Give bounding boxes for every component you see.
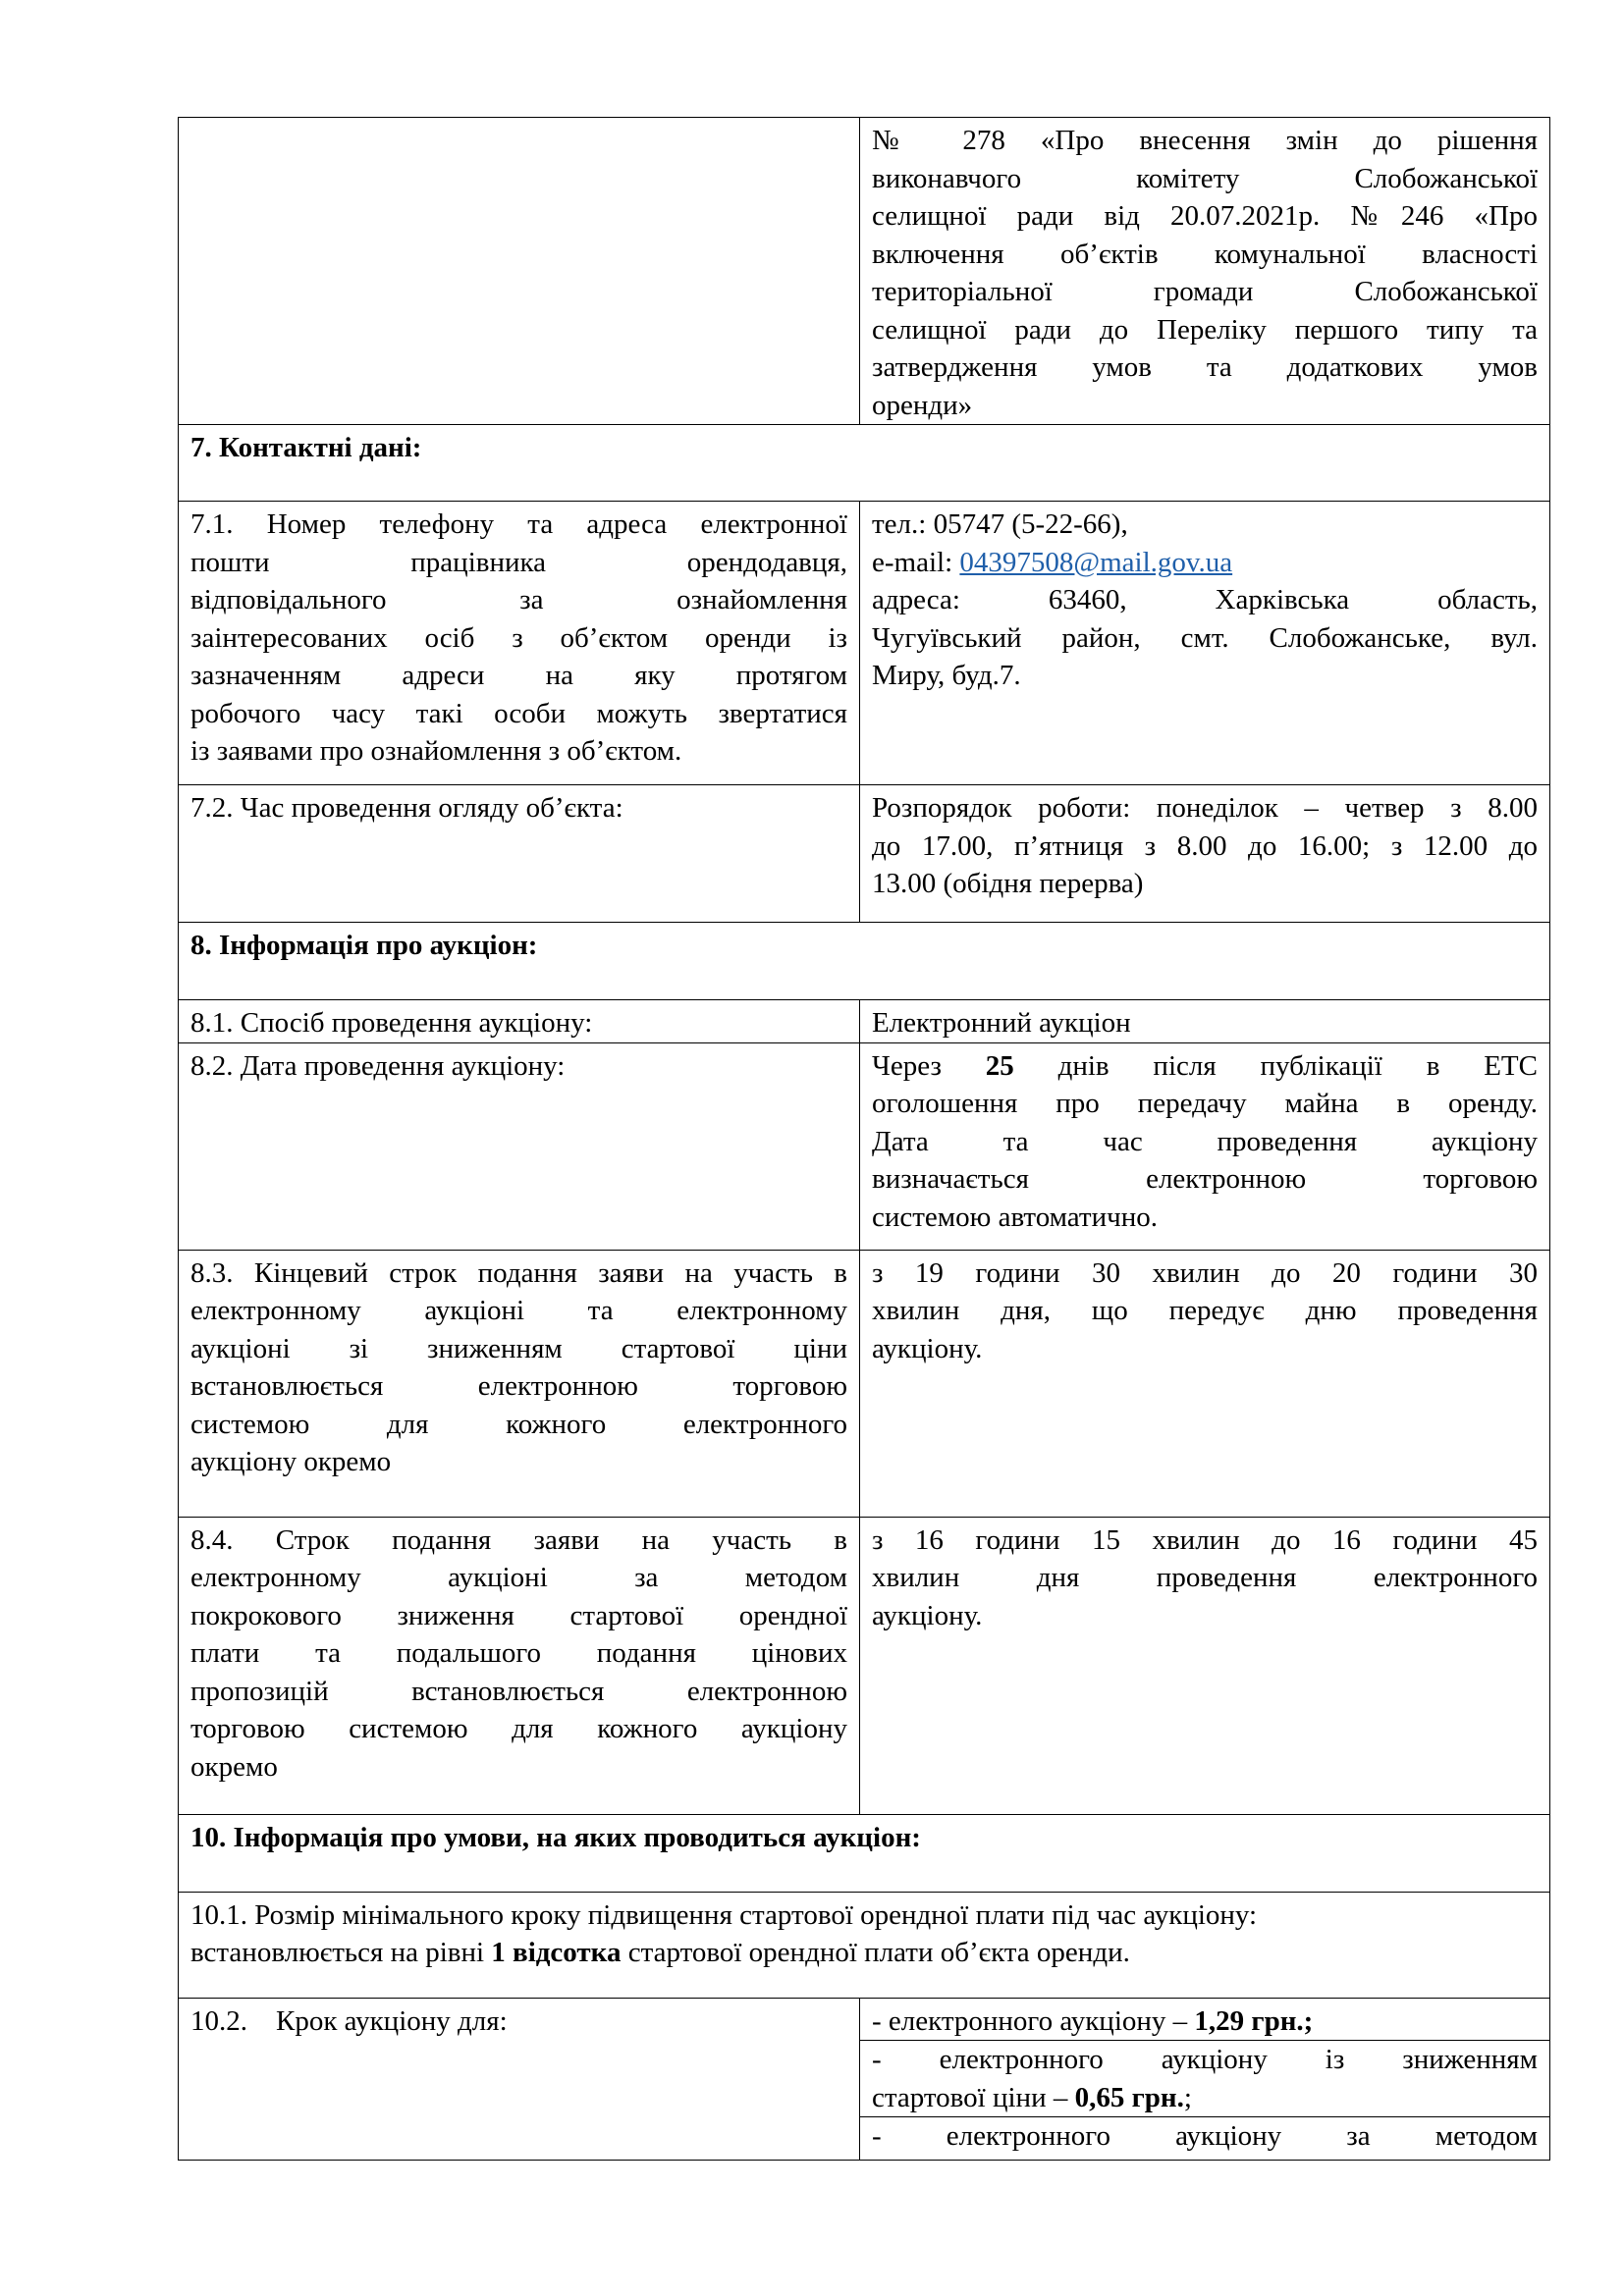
text-line: відповідального за ознайомлення	[190, 584, 847, 615]
text-line: затвердження умов та додаткових умов	[872, 351, 1538, 383]
stepwise-deadline-value-cell	[860, 1517, 1550, 1814]
text-line: Дата та час проведення аукціону	[872, 1125, 1538, 1157]
table-row	[179, 1000, 1550, 1043]
phone-text: тел.: 05747 (5-22-66),	[872, 508, 1128, 540]
step-line-electronic	[860, 1999, 1549, 2042]
viewing-time-label-cell: 7.2. Час проведення огляду об’єкта:	[179, 785, 860, 923]
text-line: 10.1. Розмір мінімального кроку підвищення стартової орендної плати під час аукціону:	[190, 1898, 1258, 1931]
deadline-value-cell	[860, 1250, 1550, 1517]
text-line: включення об’єктів комунальної власності	[872, 238, 1538, 270]
auction-method-label-cell: 8.1. Спосіб проведення аукціону:	[179, 1000, 860, 1043]
section-header-row	[179, 923, 1550, 1000]
text-line: пропозицій встановлюється електронною	[190, 1675, 847, 1707]
auction-date-value-cell	[860, 1042, 1550, 1250]
text-line: № 278 «Про внесення змін до рішення	[872, 125, 1538, 156]
text-line: системою для кожного електронного	[190, 1408, 847, 1440]
text-line: торговою системою для кожного аукціону	[190, 1713, 847, 1744]
auction-step-label-cell: 10.2. Крок аукціону для:	[179, 1998, 860, 2160]
text-line: аукціоні зі зниженням стартової ціни	[190, 1332, 847, 1364]
step-value-electronic: 1,29 грн.;	[1194, 2004, 1314, 2037]
text-line: - електронного аукціону за методом	[872, 2120, 1538, 2152]
min-step-value: 1 відсотка	[491, 1937, 622, 1968]
step-value-reduced: 0,65 грн.	[1074, 2081, 1184, 2113]
step-line-reduced	[860, 2041, 1549, 2117]
text-fragment: днів після публікації в ЕТС	[1013, 1049, 1538, 1082]
text-line: селищної ради до Переліку першого типу та	[872, 313, 1538, 346]
table-row	[179, 1892, 1550, 1998]
email-link[interactable]: 04397508@mail.gov.ua	[959, 546, 1233, 578]
text-line	[190, 1934, 1538, 1972]
text-line: аукціону.	[872, 1332, 983, 1364]
email-line	[872, 544, 1538, 582]
empty-cell	[179, 118, 860, 425]
table-row	[179, 1250, 1550, 1517]
text-line: з 19 години 30 хвилин до 20 години 30	[872, 1256, 1538, 1289]
text-line: з 16 години 15 хвилин до 16 години 45	[872, 1523, 1538, 1556]
text-fragment: - електронного аукціону –	[872, 2004, 1195, 2037]
text-line: окремо	[190, 1750, 278, 1783]
section-header-row	[179, 425, 1550, 502]
section-header-row	[179, 1814, 1550, 1892]
text-line: заінтересованих осіб з об’єктом оренди із	[190, 621, 847, 654]
text-line: аукціону.	[872, 1599, 983, 1631]
table-row	[179, 785, 1550, 923]
auction-step-value-cell	[860, 1998, 1550, 2160]
contact-value-cell	[860, 502, 1550, 785]
text-fragment: ;	[1183, 2081, 1192, 2113]
text-line	[872, 2079, 1538, 2117]
min-step-cell	[179, 1892, 1550, 1998]
table-row	[179, 118, 1550, 425]
decision-reference-cell	[860, 118, 1550, 425]
text-line: територіальної громади Слобожанської	[872, 276, 1538, 307]
text-line: із заявами про ознайомлення з об’єктом.	[190, 735, 682, 767]
text-line: хвилин дня, що передує дню проведення	[872, 1295, 1538, 1326]
text-line: визначається електронною торговою	[872, 1163, 1538, 1195]
text-line	[872, 1047, 1538, 1086]
deadline-label-cell	[179, 1250, 860, 1517]
text-fragment: встановлюється на рівні	[190, 1937, 492, 1968]
text-line: оголошення про передачу майна в оренду.	[872, 1088, 1538, 1119]
section-8-header: 8. Інформація про аукціон:	[179, 923, 1550, 1000]
text-line: селищної ради від 20.07.2021р. №246 «Про	[872, 200, 1538, 232]
auction-conditions-table	[178, 117, 1550, 2161]
text-line: робочого часу такі особи можуть звертатися	[190, 697, 847, 729]
text-fragment: Через	[872, 1049, 986, 1082]
table-row	[179, 1517, 1550, 1814]
text-line: оренди»	[872, 389, 973, 421]
days-count: 25	[985, 1049, 1014, 1082]
text-line: Розпорядок роботи: понеділок – четвер з 8.00	[872, 792, 1538, 824]
text-line: виконавчого комітету Слобожанської	[872, 162, 1538, 194]
text-fragment: стартової ціни –	[872, 2081, 1075, 2113]
text-line: пошти працівника орендодавця,	[190, 546, 847, 578]
text-line: 7.1. Номер телефону та адреса електронної	[190, 508, 847, 540]
table-row	[179, 502, 1550, 785]
text-line: покрокового зниження стартової орендної	[190, 1599, 847, 1631]
text-line: Чугуївський район, смт. Слобожанське, вул.	[872, 621, 1538, 654]
text-line: плати та подальшого подання цінових	[190, 1637, 847, 1669]
section-10-header: 10. Інформація про умови, на яких проводиться аукціон:	[179, 1814, 1550, 1892]
text-line: встановлюється електронною торговою	[190, 1370, 847, 1402]
text-line: зазначенням адреси на яку протягом	[190, 660, 847, 691]
contact-label-cell	[179, 502, 860, 785]
text-line: електронному аукціоні та електронному	[190, 1295, 847, 1326]
text-line: системою автоматично.	[872, 1201, 1158, 1233]
text-line: адреса: 63460, Харківська область,	[872, 584, 1538, 615]
text-line: до 17.00, п’ятниця з 8.00 до 16.00; з 12.00 до	[872, 829, 1538, 862]
text-line: - електронного аукціону із зниженням	[872, 2044, 1538, 2075]
section-7-header: 7. Контактні дані:	[179, 425, 1550, 502]
text-line: хвилин дня проведення електронного	[872, 1562, 1538, 1593]
text-line: електронному аукціоні за методом	[190, 1562, 847, 1593]
text-line: аукціону окремо	[190, 1446, 392, 1477]
text-line: 13.00 (обідня перерва)	[872, 868, 1144, 899]
email-label: e-mail:	[872, 546, 960, 578]
text-line: 8.4. Строк подання заяви на участь в	[190, 1523, 847, 1556]
text-fragment: стартової орендної плати об’єкта оренди.	[621, 1937, 1130, 1968]
viewing-time-value-cell	[860, 785, 1550, 923]
text-line: Миру, буд.7.	[872, 660, 1021, 691]
auction-method-value-cell: Електронний аукціон	[860, 1000, 1550, 1043]
table-row	[179, 1042, 1550, 1250]
stepwise-deadline-label-cell	[179, 1517, 860, 1814]
table-row	[179, 1998, 1550, 2160]
text-line: 8.3. Кінцевий строк подання заяви на участь в	[190, 1256, 847, 1289]
auction-date-label-cell: 8.2. Дата проведення аукціону:	[179, 1042, 860, 1250]
